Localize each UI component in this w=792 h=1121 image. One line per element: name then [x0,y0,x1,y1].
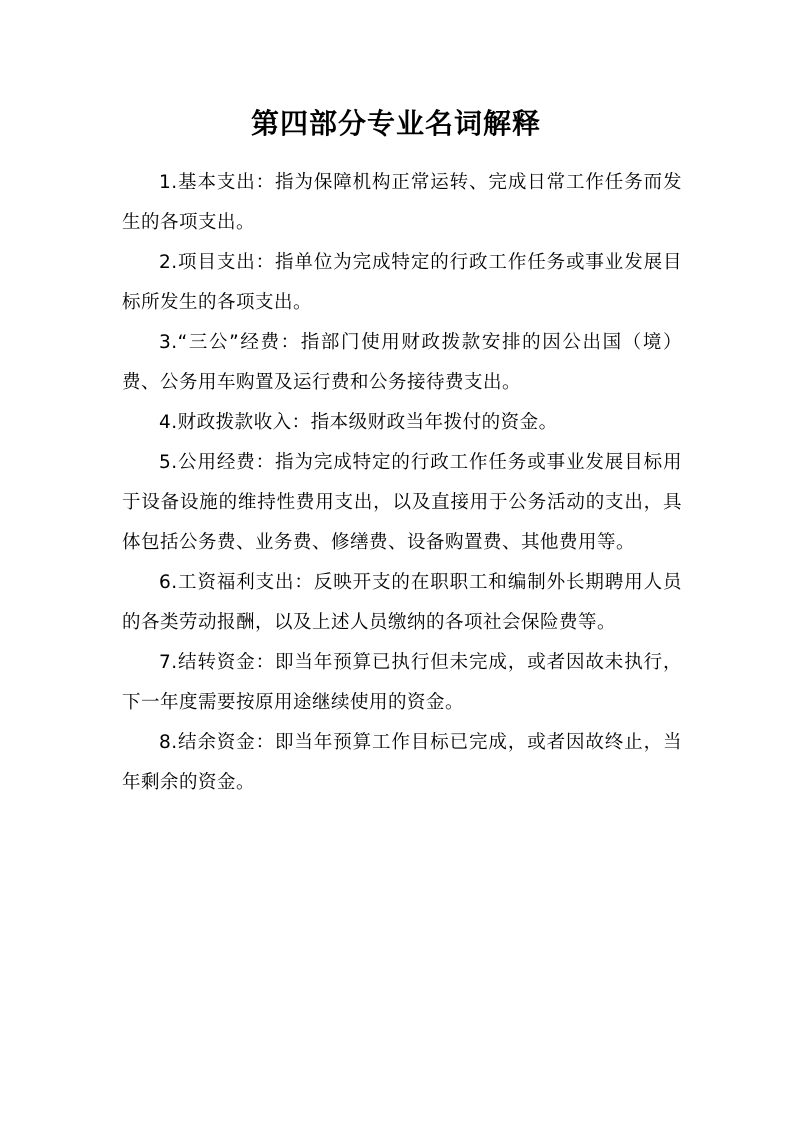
page-title: 第四部分专业名词解释 [250,107,541,140]
definition-item [122,243,682,323]
definition-term: 4.财政拨款收入： [159,412,311,433]
definition-text: 指为完成特定的行政工作任务或事业发展目标用于设备设施的维持性费用支出，以及直接用于公务活动的支出，具体包括公务费、业务费、修缮费、设备购置费、其他费用等。 [122,452,682,553]
definition-text: 即当年预算工作目标已完成，或者因故终止，当年剩余的资金。 [122,732,682,793]
definition-term: 7.结转资金： [159,652,276,673]
definition-term: 2.项目支出： [159,252,276,273]
definition-term: 8.结余资金： [159,732,276,753]
definition-item [122,403,682,443]
definition-item [122,643,682,723]
definition-text: 指单位为完成特定的行政工作任务或事业发展目标所发生的各项支出。 [122,252,682,313]
definition-text: 即当年预算已执行但未完成，或者因故未执行，下一年度需要按原用途继续使用的资金。 [122,652,682,713]
definition-item [122,723,682,803]
definitions-list [122,163,682,803]
definition-term: 6.工资福利支出： [159,572,314,593]
definition-term: 5.公用经费： [159,452,276,473]
definition-term: 1.基本支出： [159,172,276,193]
definition-text: 指为保障机构正常运转、完成日常工作任务而发生的各项支出。 [122,172,682,233]
definition-item [122,163,682,243]
definition-item [122,443,682,563]
definition-text: 指本级财政当年拨付的资金。 [310,412,558,433]
definition-item [122,563,682,643]
definition-text: 指部门使用财政拨款安排的因公出国（境）费、公务用车购置及运行费和公务接待费支出。 [122,332,682,393]
definition-item [122,323,682,403]
definition-term: 3.“三公”经费： [159,332,301,353]
definition-text: 反映开支的在职职工和编制外长期聘用人员的各类劳动报酬，以及上述人员缴纳的各项社会保险费等。 [122,572,682,633]
